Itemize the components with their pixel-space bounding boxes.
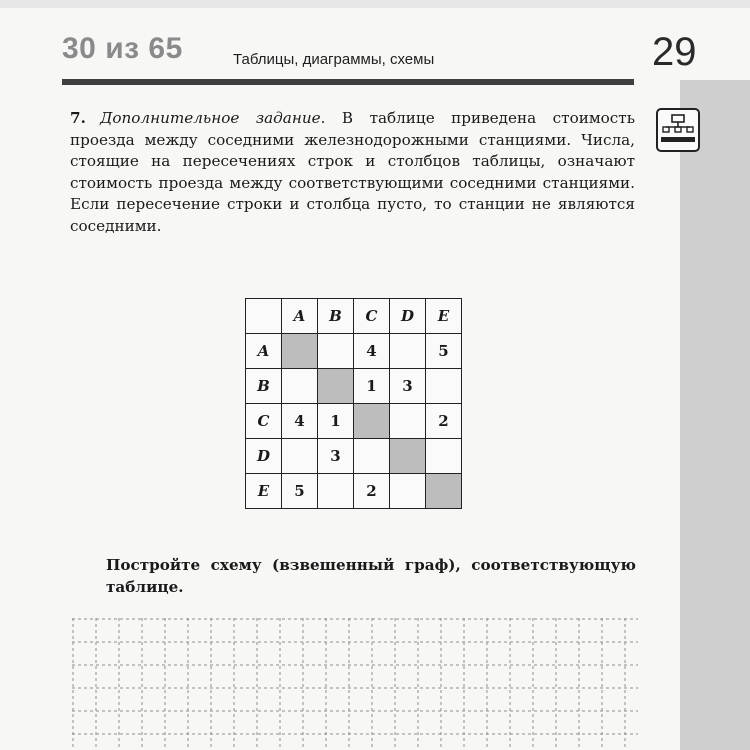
row-header: C [246, 404, 282, 439]
row-header: B [246, 369, 282, 404]
table-cell [282, 439, 318, 474]
table-cell: 5 [282, 474, 318, 509]
table-cell [318, 334, 354, 369]
row-header: E [246, 474, 282, 509]
column-header: C [354, 299, 390, 334]
table-row [246, 439, 462, 474]
table-cell: 4 [354, 334, 390, 369]
page-counter: 30 из 65 [62, 32, 183, 65]
table-cell: 1 [318, 404, 354, 439]
table-cell [390, 474, 426, 509]
row-header: D [246, 439, 282, 474]
table-cell: 2 [426, 404, 462, 439]
task-statement [70, 108, 635, 237]
table-cell [426, 439, 462, 474]
column-header: E [426, 299, 462, 334]
diagonal-cell [354, 404, 390, 439]
table-row [246, 474, 462, 509]
task-lead: Дополнительное задание. [100, 109, 326, 127]
column-header: A [282, 299, 318, 334]
table-cell: 3 [390, 369, 426, 404]
page-number: 29 [652, 30, 697, 74]
table-cell: 2 [354, 474, 390, 509]
table-cell [282, 369, 318, 404]
question-text: Постройте схему (взвешенный граф), соответствующую таблице. [106, 556, 636, 596]
diagonal-cell [282, 334, 318, 369]
top-page-edge [0, 0, 750, 8]
table-cell [354, 439, 390, 474]
diagonal-cell [426, 474, 462, 509]
table-row [246, 404, 462, 439]
table-cell [426, 369, 462, 404]
diagonal-cell [318, 369, 354, 404]
header-rule [62, 79, 634, 85]
table-cell: 1 [354, 369, 390, 404]
table-cell: 4 [282, 404, 318, 439]
table-cell [390, 404, 426, 439]
table-corner-cell [246, 299, 282, 334]
table-cell: 3 [318, 439, 354, 474]
task-number: 7. [70, 109, 86, 127]
column-header: D [390, 299, 426, 334]
diagonal-cell [390, 439, 426, 474]
table-row [246, 369, 462, 404]
table-row [246, 334, 462, 369]
cost-table [245, 298, 462, 509]
running-title: Таблицы, диаграммы, схемы [233, 51, 435, 68]
table-cell [318, 474, 354, 509]
table-header-row [246, 299, 462, 334]
task-text: В таблице приведена стоимость проезда между соседними железнодорожными станциями. Числа, стоящие на пересечениях строк и столбцов таблицы, означают стоимость проезда между соответствующими соседними станциями. Если пересечение строки и столбца пусто, то станции не являются соседними. [70, 109, 635, 235]
table-cell: 5 [426, 334, 462, 369]
right-margin-band [680, 80, 750, 750]
table-cell [390, 334, 426, 369]
answer-dotted-grid [72, 618, 638, 750]
row-header: A [246, 334, 282, 369]
hierarchy-diagram-icon [656, 108, 700, 152]
column-header: B [318, 299, 354, 334]
